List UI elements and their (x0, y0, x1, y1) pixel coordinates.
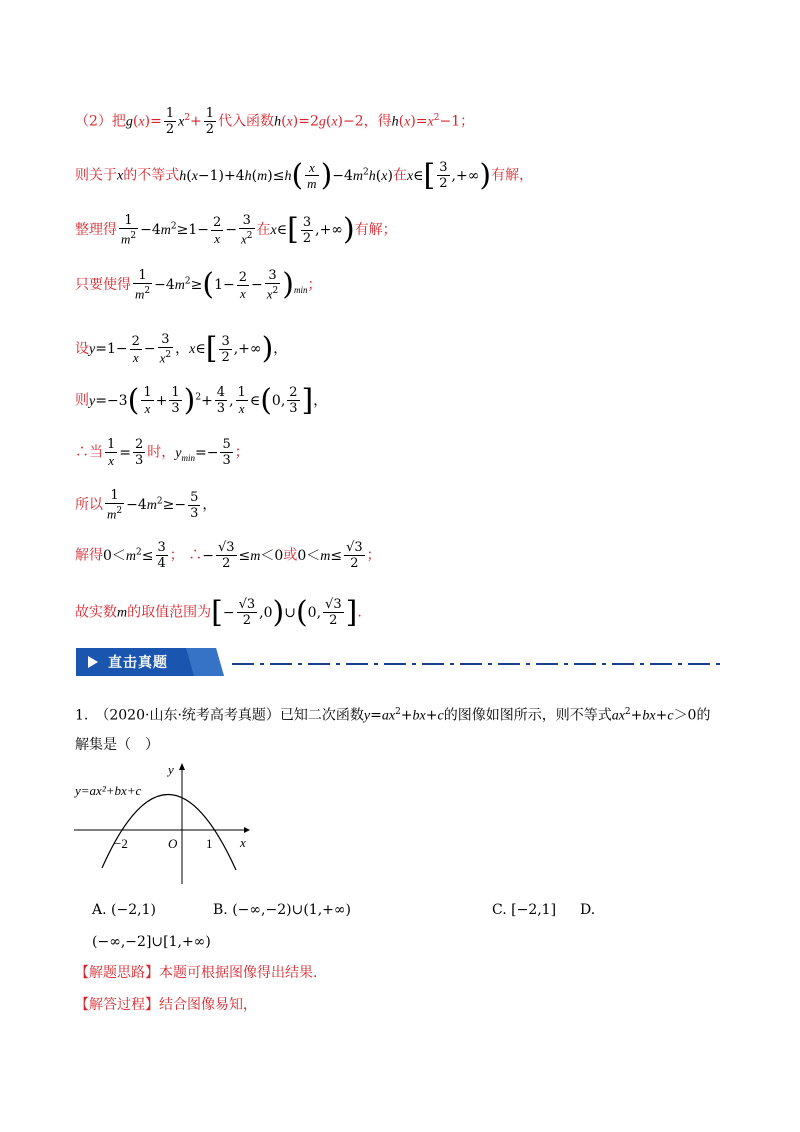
text: 故实数 (75, 604, 117, 621)
option-value: (−∞,−2)∪(1,+∞) (232, 902, 352, 918)
text: ； (169, 547, 184, 564)
solution-line-1: （2）把g(x)= $\frac{1}{2}$ $x^2+$ $\frac{1}{2}$ 代入函数h(x)=2g(x)−2，得$h(x)=x^2-1$； (75, 106, 475, 137)
text: 整理得 (75, 222, 117, 239)
text: ； (366, 547, 381, 564)
y-axis-label: y (168, 762, 174, 777)
option-label: B. (213, 902, 228, 918)
text: ； (234, 444, 249, 461)
x-axis-label: x (240, 835, 246, 850)
root-left-label: −2 (114, 836, 128, 851)
x-axis-arrow-icon (244, 827, 250, 833)
option-label: A. (92, 902, 107, 918)
text: 已知二次函数 (279, 707, 364, 724)
text: 则关于 (75, 167, 117, 184)
solution-line-8: 所以 $\frac{1}{m^2}$ $-4m^2\ge-$ $\frac{5}{3}$ ， (75, 488, 217, 522)
option-label: C. (492, 902, 507, 918)
solution-line-3: 整理得 $\frac{1}{m^2}$ $-4m^2\ge 1-$ $\frac{2}{x}$ − $\frac{3}{x^2}$ 在x∈[ $\frac{3}{2}$ ,+∞)有解； (75, 212, 397, 248)
hint-line (75, 963, 317, 983)
option-c[interactable] (492, 900, 556, 920)
text: 把 (111, 113, 126, 130)
text: 的 (696, 707, 711, 724)
text: 在 (256, 222, 271, 239)
text: 的不等式 (123, 167, 180, 184)
option-a[interactable] (92, 900, 156, 920)
y-axis-arrow-icon (179, 763, 185, 770)
text: 则 (75, 392, 89, 409)
problem-source: （2020·山东·统考高考真题） (102, 707, 280, 724)
solution-line-2: 则关于x的不等式h(x−1)+4h(m)≤h( $\frac{x}{m}$ )$-4m^2h(x)$在x∈[ $\frac{3}{2}$ ,+∞)有解， (75, 157, 534, 193)
problem-stem-line-1: 1. （2020·山东·统考高考真题）已知二次函数$y=ax^2+bx+c$的图像如图所示，则不等式$ax^2+bx+c>0$的 (75, 707, 711, 724)
text: 的图像如图所示，则不等式 (443, 707, 612, 724)
hint-label: 【解题思路】 (75, 965, 159, 981)
problem-number: 1. (75, 707, 89, 724)
text: 解集是（ ） (75, 737, 159, 753)
option-d-label[interactable] (580, 900, 595, 920)
text: ，得 (363, 113, 392, 130)
text: 有解； (354, 222, 397, 239)
text: ∴当 (75, 444, 103, 461)
text: 有解， (491, 167, 534, 184)
text: 设 (75, 341, 89, 358)
text: ∴ (188, 547, 203, 564)
solution-line-9: 解得$0<m^2\le$ $\frac{3}{4}$ ； ∴− $\frac{√3}{2}$ ≤m＜0或0＜m≤ $\frac{√3}{2}$ ； (75, 540, 381, 571)
text: 或 (283, 547, 298, 564)
text: 代入函数 (218, 113, 275, 130)
text: ； (460, 113, 475, 130)
process-line (75, 995, 257, 1015)
parabola-curve (102, 794, 236, 870)
text: 的取值范围为 (127, 604, 212, 621)
option-b[interactable] (213, 900, 351, 920)
solution-line-6: 则y=−3( $\frac{1}{x}$ + $\frac{1}{3}$ )$^2$+ $\frac{4}{3}$ , $\frac{1}{x}$ ∈(0, $\frac{2}{3}$ ]， (75, 382, 328, 418)
text: 在 (392, 167, 407, 184)
text: . (357, 604, 362, 621)
option-d-value[interactable] (92, 932, 211, 952)
dash-dot-divider (232, 660, 724, 668)
hint-text: 本题可根据图像得出结果. (159, 965, 318, 981)
solution-line-7: ∴当 $\frac{1}{x}$ = $\frac{2}{3}$ 时，$y_{min}=-$ $\frac{5}{3}$ ； (75, 437, 249, 468)
root-right-label: 1 (206, 836, 213, 851)
curve-label: y=ax²+bx+c (75, 783, 142, 798)
problem-stem-line-2 (75, 735, 159, 755)
section-banner (76, 648, 224, 676)
section-title: 直击真题 (108, 655, 168, 671)
option-label: D. (580, 902, 596, 918)
origin-label: O (168, 836, 178, 851)
solution-line-5: 设y=1− $\frac{2}{x}$ − $\frac{3}{x^2}$ ，x∈[ $\frac{3}{2}$ ,+∞)， (75, 331, 288, 367)
text: 所以 (75, 497, 103, 514)
solution-line-4: 只要使得 $\frac{1}{m^2}$ $-4m^2\ge(1-$ $\frac{2}{x}$ − $\frac{3}{x^2}$ )$_{min}$； (75, 267, 322, 303)
text: 只要使得 (75, 277, 131, 294)
text: ； (307, 277, 322, 294)
option-value: (−2,1) (111, 902, 156, 918)
solution-line-10: 故实数m的取值范围为[− $\frac{√3}{2}$ ,0)∪(0, $\frac{√3}{2}$ ]. (75, 594, 362, 630)
text: 解得 (75, 547, 103, 564)
parabola-graph (74, 760, 254, 886)
option-value: [−2,1] (511, 902, 557, 918)
process-text: 结合图像易知， (159, 997, 257, 1013)
option-value: (−∞,−2]∪[1,+∞) (92, 934, 211, 950)
text: 时， (147, 444, 176, 461)
process-label: 【解答过程】 (75, 997, 159, 1013)
step-label: （2） (75, 113, 112, 130)
